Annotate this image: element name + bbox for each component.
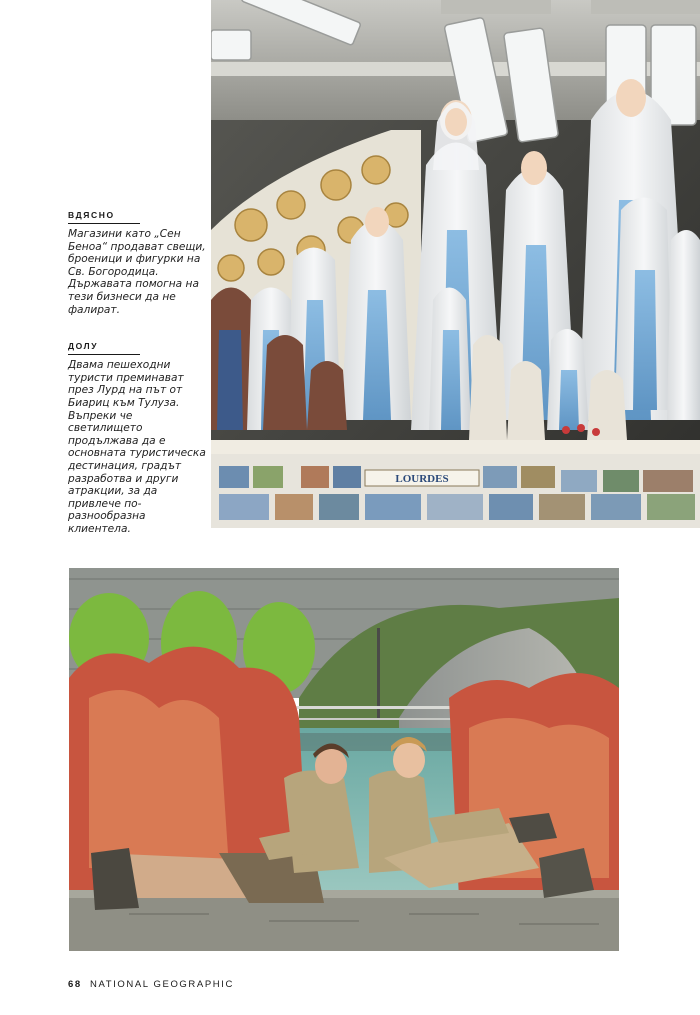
caption-label-right: ВДЯСНО — [68, 210, 140, 224]
caption-column — [68, 205, 210, 535]
caption-below — [68, 336, 210, 535]
magazine-name: NATIONAL GEOGRAPHIC — [90, 979, 234, 990]
caption-label-below: ДОЛУ — [68, 341, 140, 355]
photo-hikers — [69, 568, 619, 951]
caption-right — [68, 205, 210, 316]
page-number: 68 — [68, 979, 82, 990]
statue-shop-illustration — [211, 0, 700, 528]
caption-text-right: Магазини като „Сен Беноа“ продават свещи, броеници и фигурки на Св. Богородица. Държавата помогна на тези бизнеси да не фалират. — [68, 228, 206, 316]
page-footer — [68, 979, 234, 990]
postcard-sign-text: LOURDES — [395, 473, 449, 485]
photo-statue-shop — [211, 0, 700, 528]
hikers-illustration — [69, 568, 619, 951]
caption-text-below: Двама пешеходни туристи преминават през Лурд на път от Биариц към Тулуза. Въпреки че светилището продължава да е основната туристическа дестинация, градът разработва и други атракции, за да привлече по-разнообразна клиентела. — [68, 359, 206, 535]
